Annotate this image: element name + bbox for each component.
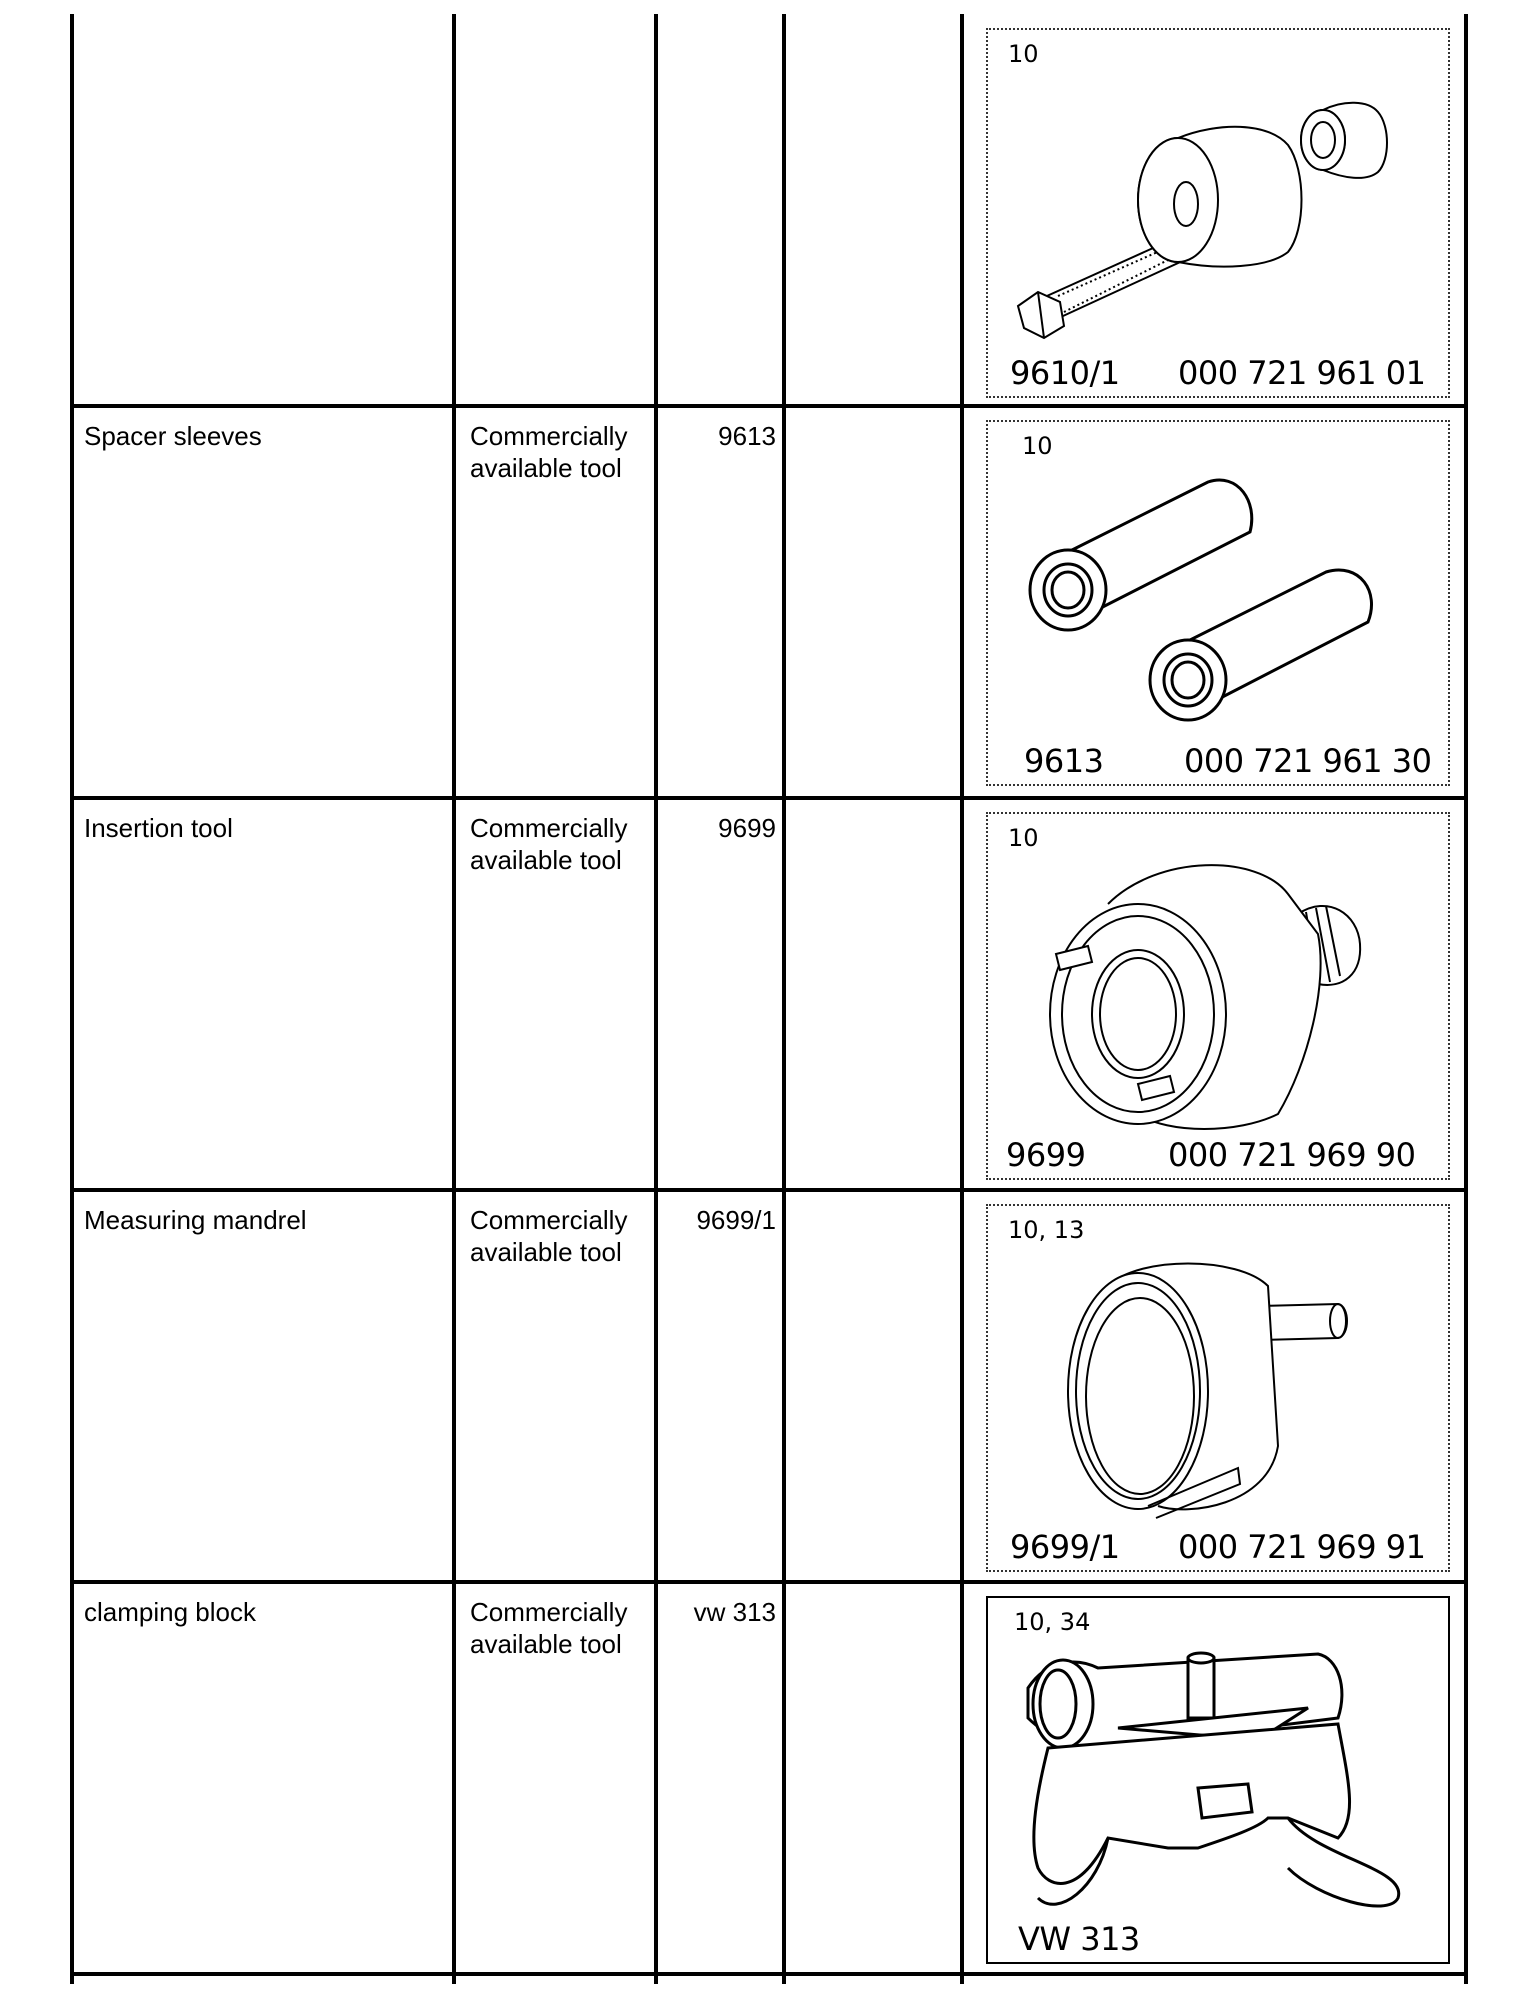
tool-source: Commercially available tool — [470, 813, 628, 875]
column-divider — [960, 14, 964, 1984]
column-divider — [452, 14, 456, 1984]
tool-source: Commercially available tool — [470, 421, 628, 483]
column-divider — [782, 14, 786, 1984]
bolt-bushing-tool-icon — [988, 30, 1448, 396]
tool-source: Commercially available tool — [470, 1205, 628, 1267]
figure-reference: 10 — [1022, 432, 1053, 460]
figure-tool-code: 9613 — [1024, 742, 1104, 780]
tool-description: clamping block — [84, 1597, 256, 1627]
spacer-sleeves-icon — [988, 422, 1448, 784]
figure-tool-code: 9699/1 — [1010, 1528, 1120, 1566]
figure-reference: 10, 13 — [1008, 1216, 1085, 1244]
row-divider — [70, 404, 1468, 408]
tool-description: Insertion tool — [84, 813, 233, 843]
figure-reference: 10 — [1008, 40, 1039, 68]
figure-tool-code: VW 313 — [1018, 1920, 1140, 1958]
row-divider — [70, 796, 1468, 800]
tool-figure — [986, 1204, 1450, 1572]
row-divider — [70, 1972, 1468, 1976]
tool-description: Measuring mandrel — [84, 1205, 307, 1235]
row-divider — [70, 1188, 1468, 1192]
tool-number: 9699 — [718, 813, 776, 843]
figure-part-number: 000 721 961 30 — [1184, 742, 1432, 780]
tool-number: 9699/1 — [696, 1205, 776, 1235]
row-divider — [70, 1580, 1468, 1584]
tool-number: vw 313 — [693, 1597, 776, 1627]
tool-description: Spacer sleeves — [84, 421, 262, 451]
figure-part-number: 000 721 969 91 — [1178, 1528, 1426, 1566]
tool-figure — [986, 812, 1450, 1180]
figure-tool-code: 9610/1 — [1010, 354, 1120, 392]
column-divider — [654, 14, 658, 1984]
tool-figure — [986, 1596, 1450, 1964]
figure-reference: 10 — [1008, 824, 1039, 852]
figure-part-number: 000 721 969 90 — [1168, 1136, 1416, 1174]
measuring-mandrel-icon — [988, 1206, 1448, 1570]
insertion-tool-icon — [988, 814, 1448, 1178]
figure-part-number: 000 721 961 01 — [1178, 354, 1426, 392]
column-divider — [1464, 14, 1468, 1984]
tool-figure — [986, 28, 1450, 398]
tool-number: 9613 — [718, 421, 776, 451]
figure-tool-code: 9699 — [1006, 1136, 1086, 1174]
tool-figure — [986, 420, 1450, 786]
tool-source: Commercially available tool — [470, 1597, 628, 1659]
figure-reference: 10, 34 — [1014, 1608, 1091, 1636]
clamping-block-icon — [988, 1598, 1448, 1962]
column-divider — [70, 14, 74, 1984]
